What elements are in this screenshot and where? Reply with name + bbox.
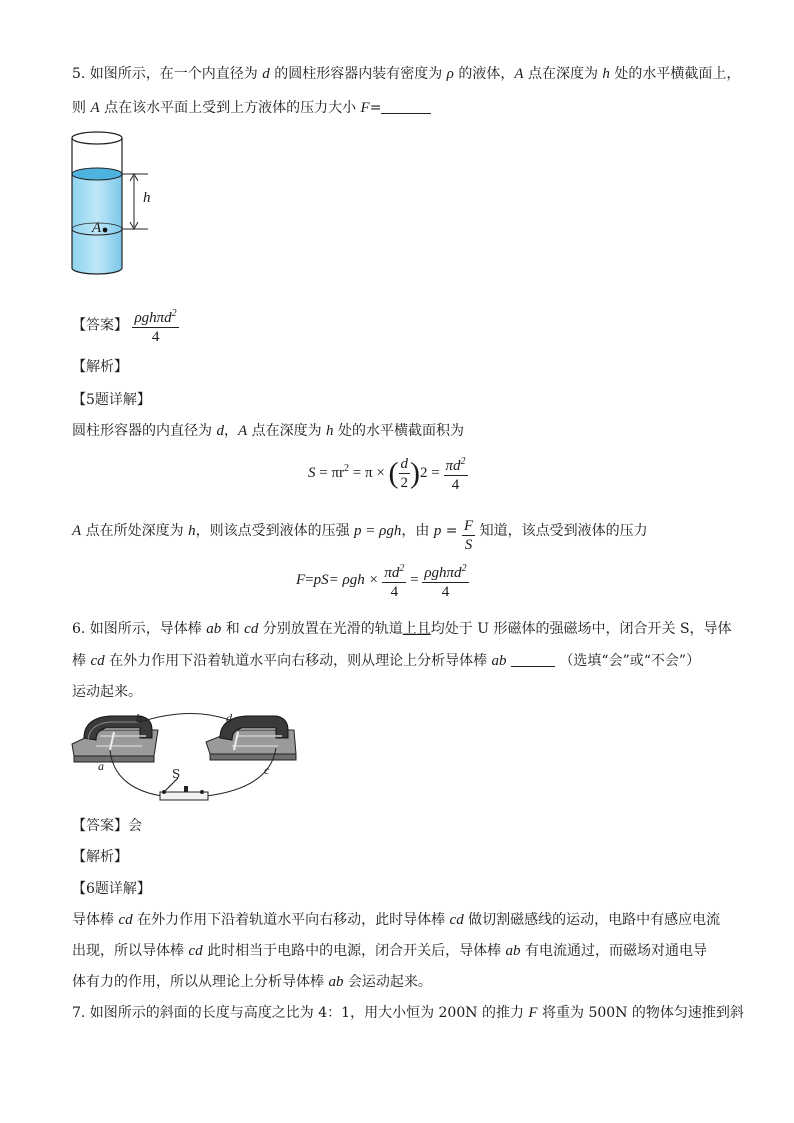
q5-detail-tag: 【5题详解】 [72, 392, 151, 408]
fig-b-label: b [136, 711, 142, 725]
circuit-figure [70, 708, 302, 806]
fig-s-label: S [172, 767, 181, 781]
q6-detail-tag: 【6题详解】 [72, 881, 151, 897]
q6-answer: 【答案】会 [72, 818, 142, 834]
q6-stem-line-1: 6. 如图所示，导体棒 ab 和 cd 分别放置在光滑的轨道上且均处于 U 形磁体的强磁场中，闭合开关 S，导体 [72, 621, 732, 637]
q6-stem-line-2: 棒 cd 在外力作用下沿着轨道水平向右移动，则从理论上分析导体棒 ab （选填“会”或“不会”） [72, 653, 701, 669]
answer-blank [511, 652, 555, 667]
q5-stem-line-1: 5. 如图所示，在一个内直径为 d 的圆柱形容器内装有密度为 ρ 的液体，A 点在深度为 h 处的水平横截面上， [72, 66, 741, 82]
fig-h-label: h [143, 190, 151, 206]
q5-detail-line-3: A 点在所处深度为 h，则该点受到液体的压强 p = ρgh，由 p = $\frac{F}{S}$ 知道，该点受到液体的压力 [72, 518, 648, 553]
q6-analysis-tag: 【解析】 [72, 849, 128, 865]
equation-area: $S = \pi r^2 = \pi$ × ( $\frac{d}{2}$ )2 = $\frac{\pi d^2}{4}$ [308, 456, 466, 493]
q5-analysis-tag: 【解析】 [72, 359, 128, 375]
q5-answer: 【答案】 $\frac{\rho gh\pi d^2}{4}$ [72, 308, 177, 345]
point-a-dot [103, 228, 108, 233]
fig-d-label: d [226, 711, 232, 725]
pressure-equation: F=pS= ρgh × $\frac{\pi d^2}{4}$ = $\frac{\rho gh\pi d^2}{4}$ [296, 563, 467, 600]
q7-stem-line-1: 7. 如图所示的斜面的长度与高度之比为 4：1，用大小恒为 200N 的推力 F 将重为 500N 的物体匀速推到斜 [72, 1005, 744, 1021]
q5-detail-line-1: 圆柱形容器的内直径为 d，A 点在深度为 h 处的水平横截面积为 [72, 423, 464, 439]
q5-stem-line-2: 则 A 点在该水平面上受到上方液体的压力大小 F= [72, 98, 431, 118]
q6-stem-line-3: 运动起来。 [72, 684, 142, 700]
q6-detail-line-3: 体有力的作用，所以从理论上分析导体棒 ab 会运动起来。 [72, 974, 432, 990]
q6-detail-line-2: 出现，所以导体棒 cd 此时相当于电路中的电源，闭合开关后，导体棒 ab 有电流通过，而磁场对通电导 [72, 943, 707, 959]
q6-detail-line-1: 导体棒 cd 在外力作用下沿着轨道水平向右移动，此时导体棒 cd 做切割磁感线的运动，电路中有感应电流 [72, 912, 721, 928]
fig-c-label: c [264, 763, 270, 777]
cylinder-figure [68, 130, 168, 280]
fig-a-label: a [98, 759, 104, 773]
fig-a-label: A [92, 220, 102, 236]
answer-blank [381, 99, 431, 114]
